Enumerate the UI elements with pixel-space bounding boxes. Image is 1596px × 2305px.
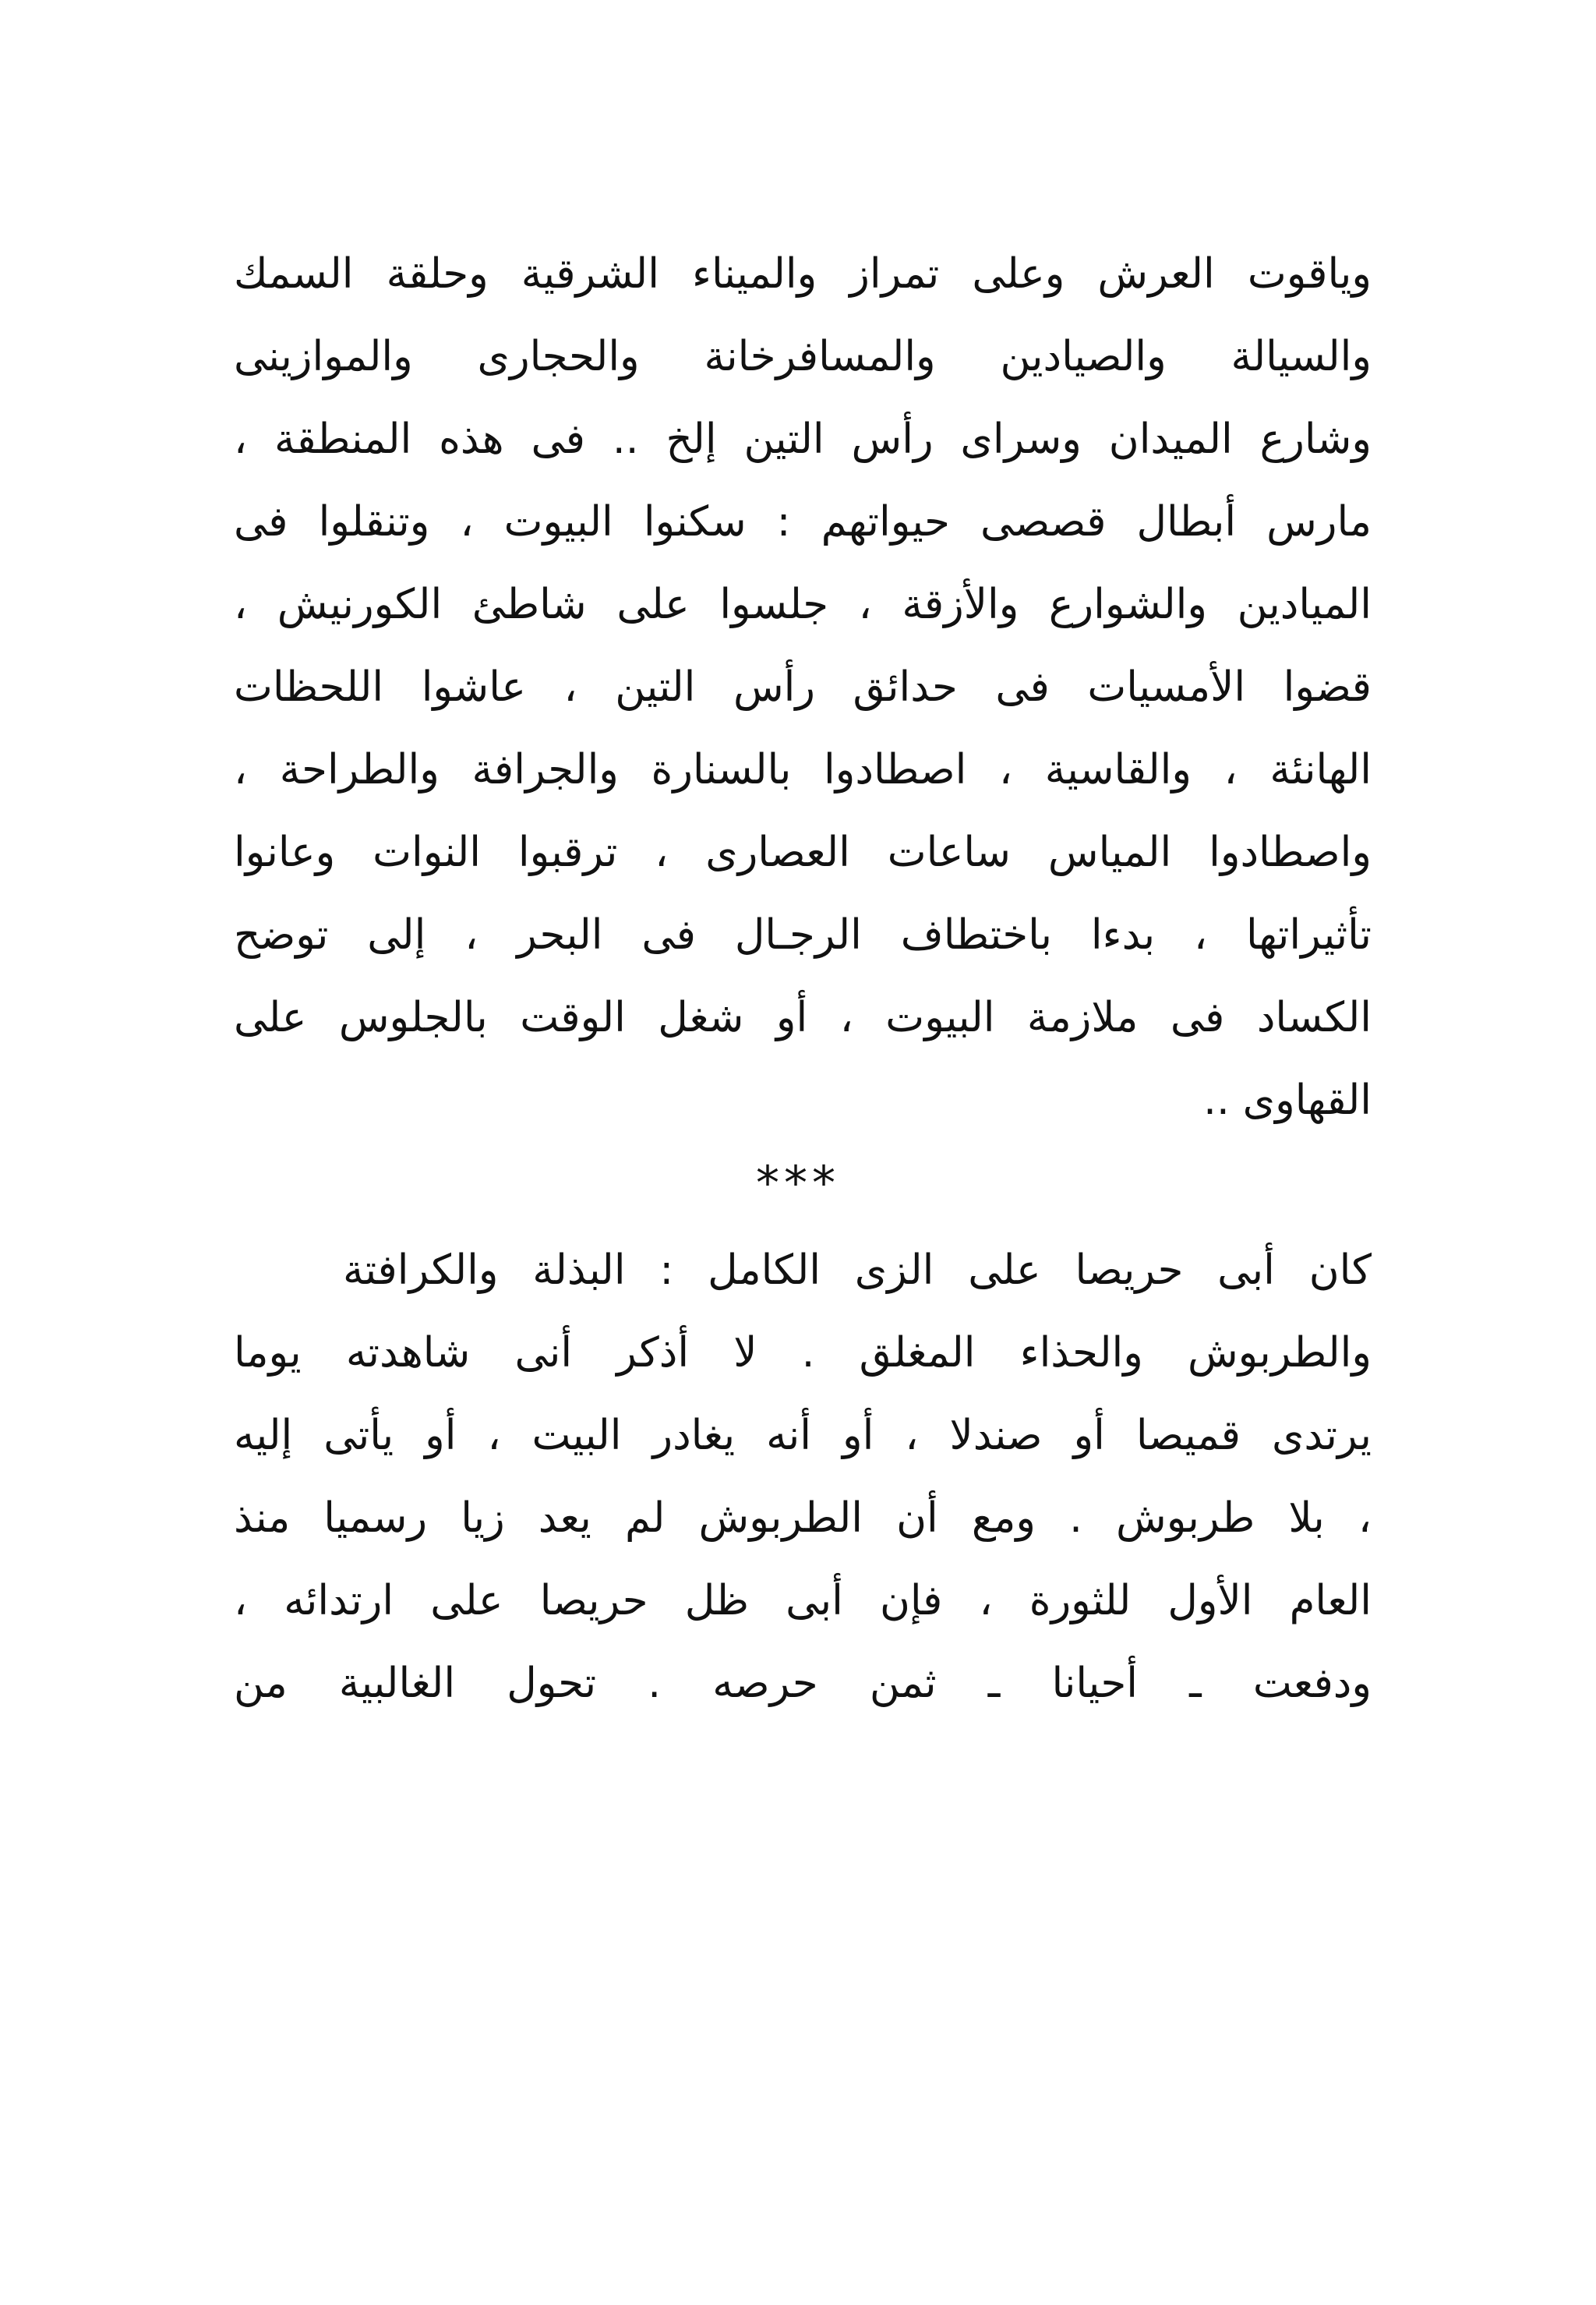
text-line: تأثيراتها ، بدءا باختطاف الرجـال فى البحر ، إلى توضح — [234, 911, 1372, 959]
text-line: والطربوش والحذاء المغلق . لا أذكر أنى شاهدته يوما — [234, 1329, 1372, 1377]
text-line: العام الأول للثورة ، فإن أبى ظل حريصا على ارتدائه ، — [234, 1577, 1372, 1624]
section-separator: *** — [756, 1156, 840, 1211]
text-line: ، بلا طربوش . ومع أن الطربوش لم يعد زيا رسميا منذ — [234, 1494, 1372, 1542]
text-line: قضوا الأمسيات فى حدائق رأس التين ، عاشوا اللحظات — [234, 663, 1372, 711]
text-line: الميادين والشوارع والأزقة ، جلسوا على شاطئ الكورنيش ، — [234, 581, 1372, 628]
text-line: والسيالة والصيادين والمسافرخانة والحجارى والموازينى — [234, 333, 1372, 380]
text-line: الكساد فى ملازمة البيوت ، أو شغل الوقت بالجلوس على — [234, 994, 1372, 1041]
text-line: يرتدى قميصا أو صندلا ، أو أنه يغادر البيت ، أو يأتى إليه — [234, 1412, 1372, 1459]
text-line: ودفعت ـ أحيانا ـ ثمن حرصه . تحول الغالبية من — [234, 1660, 1372, 1707]
text-line: كان أبى حريصا على الزى الكامل : البذلة والكرافتة — [343, 1246, 1372, 1294]
text-line: واصطادوا المياس ساعات العصارى ، ترقبوا النوات وعانوا — [234, 829, 1372, 876]
text-line: مارس أبطال قصصى حيواتهم : سكنوا البيوت ، وتنقلوا فى — [234, 498, 1372, 546]
text-line: الهانئة ، والقاسية ، اصطادوا بالسنارة والجرافة والطراحة ، — [234, 746, 1372, 794]
text-line: القهاوى .. — [1203, 1076, 1372, 1124]
text-line: وشارع الميدان وسراى رأس التين إلخ .. فى هذه المنطقة ، — [234, 415, 1372, 463]
text-line: وياقوت العرش وعلى تمراز والميناء الشرقية وحلقة السمك — [234, 250, 1372, 298]
